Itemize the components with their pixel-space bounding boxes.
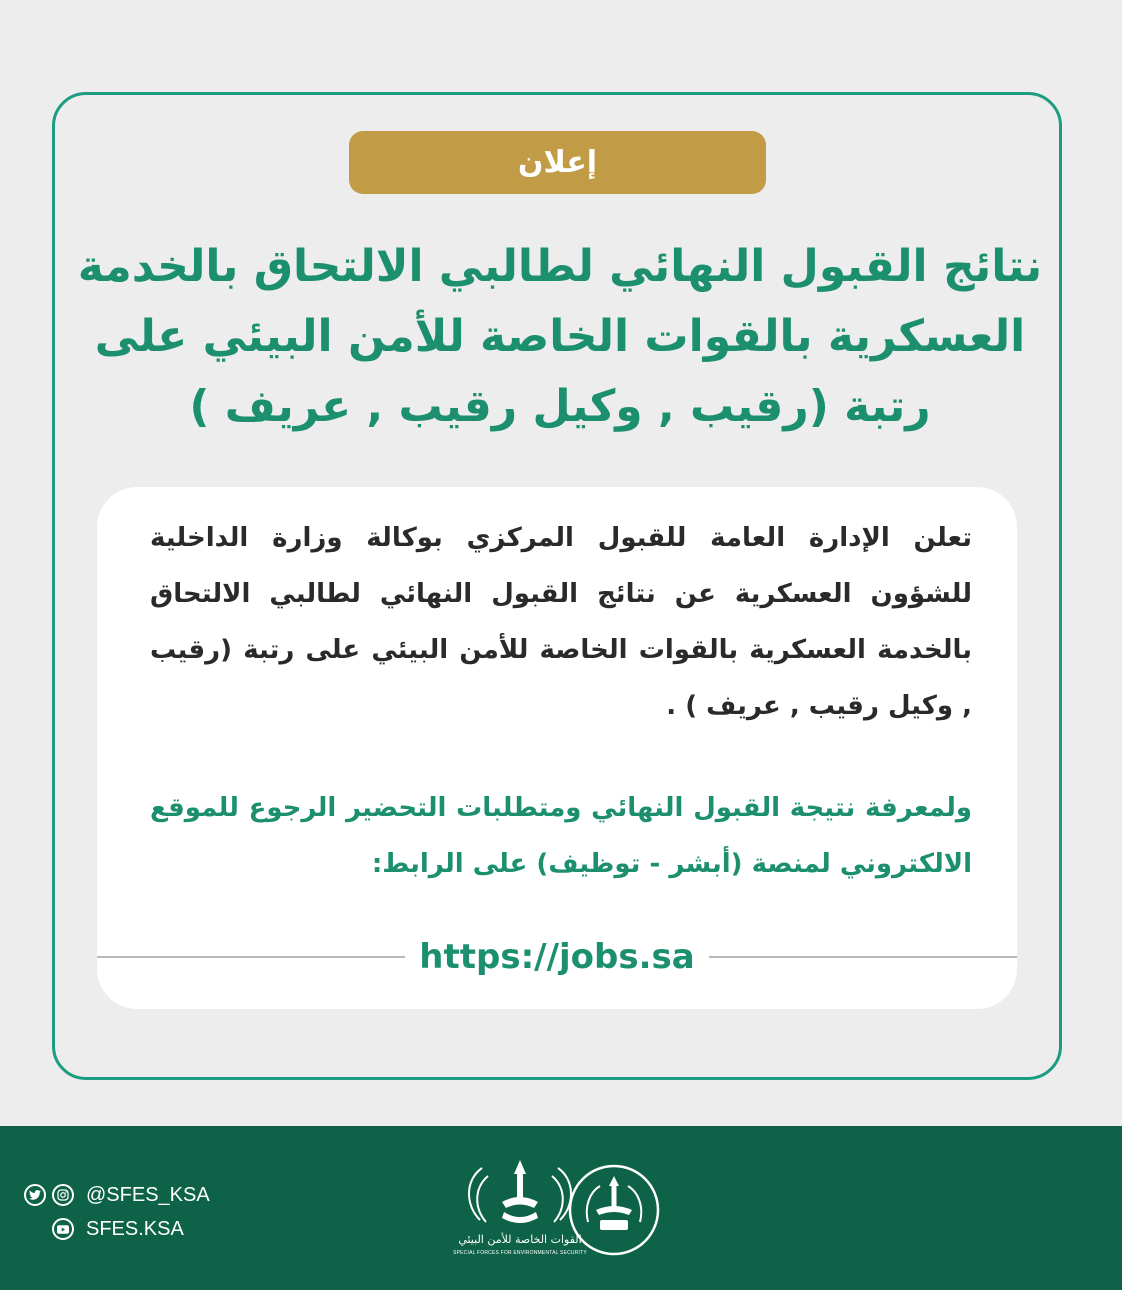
divider-left xyxy=(97,956,405,958)
social-links xyxy=(24,1180,210,1248)
social-handle-1[interactable]: @SFES_KSA xyxy=(86,1183,210,1206)
divider-right xyxy=(709,956,1017,958)
instagram-icon[interactable] xyxy=(52,1184,74,1206)
jobs-link[interactable]: https://jobs.sa xyxy=(419,937,695,977)
social-handle-2[interactable]: SFES.KSA xyxy=(86,1217,184,1240)
youtube-icon[interactable] xyxy=(52,1218,74,1240)
link-row xyxy=(97,932,1017,982)
twitter-icon[interactable] xyxy=(24,1184,46,1206)
ministry-emblem-icon xyxy=(566,1162,662,1258)
forces-name-ar: القوات الخاصة للأمن البيئي xyxy=(458,1233,582,1246)
forces-name-en: SPECIAL FORCES FOR ENVIRONMENTAL SECURITY xyxy=(453,1250,587,1256)
announcement-note: ولمعرفة نتيجة القبول النهائي ومتطلبات التحضير الرجوع للموقع الالكتروني لمنصة (أبشر - توظيف) على الرابط: xyxy=(150,793,972,879)
social-row-2 xyxy=(24,1214,210,1244)
announcement-badge: إعلان xyxy=(349,131,766,194)
announcement-headline: نتائج القبول النهائي لطالبي الالتحاق بالخدمة العسكرية بالقوات الخاصة للأمن البيئي على رتبة (رقيب , وكيل رقيب , عريف ) xyxy=(77,241,1043,432)
announcement-body: تعلن الإدارة العامة للقبول المركزي بوكالة وزارة الداخلية للشؤون العسكرية عن نتائج القبول النهائي لطالبي الالتحاق بالخدمة العسكرية بالقوات الخاصة للأمن البيئي على رتبة (رقيب , وكيل رقيب , عريف ) . xyxy=(150,523,972,721)
social-row-1 xyxy=(24,1180,210,1210)
